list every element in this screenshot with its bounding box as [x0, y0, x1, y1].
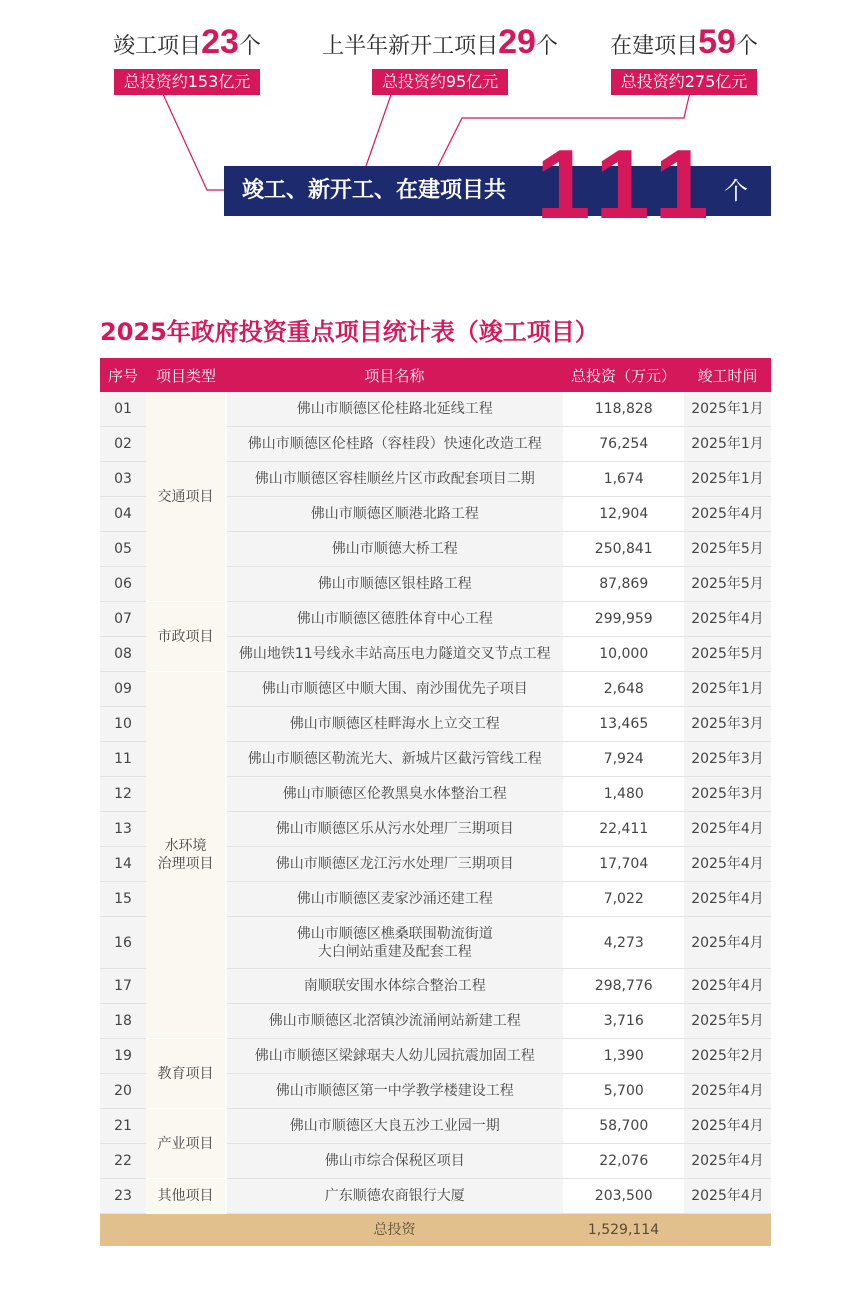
- banner-text: 竣工、新开工、在建项目共: [242, 178, 507, 203]
- stat-prefix: 在建项目: [610, 34, 699, 59]
- completion-date: 2025年4月: [684, 882, 771, 917]
- connector-line-completed: [162, 92, 224, 190]
- project-name: 南顺联安围水体综合整治工程: [226, 969, 563, 1004]
- project-name: 佛山市顺德区麦家沙涌还建工程: [226, 882, 563, 917]
- completion-date: 2025年1月: [684, 427, 771, 462]
- project-investment: 5,700: [563, 1074, 684, 1109]
- project-investment: 7,924: [563, 742, 684, 777]
- total-projects-banner: [224, 129, 771, 239]
- project-type-cell: 水环境 治理项目: [146, 672, 226, 1039]
- project-name: 佛山市顺德区伦桂路（容桂段）快速化改造工程: [226, 427, 563, 462]
- completion-date: 2025年3月: [684, 777, 771, 812]
- stat-suffix: 个: [535, 34, 558, 59]
- stat-number: 23: [201, 23, 239, 61]
- project-name: 佛山市综合保税区项目: [226, 1144, 563, 1179]
- completion-date: 2025年4月: [684, 1074, 771, 1109]
- row-number: 08: [100, 637, 146, 672]
- header-no: 序号: [100, 358, 146, 392]
- project-investment: 22,411: [563, 812, 684, 847]
- row-number: 19: [100, 1039, 146, 1074]
- row-number: 04: [100, 497, 146, 532]
- project-name: 佛山市顺德区伦教黑臭水体整治工程: [226, 777, 563, 812]
- project-investment: 299,959: [563, 602, 684, 637]
- total-value: 1,529,114: [563, 1214, 684, 1247]
- completion-date: 2025年5月: [684, 567, 771, 602]
- project-name: 佛山市顺德区德胜体育中心工程: [226, 602, 563, 637]
- project-investment: 4,273: [563, 917, 684, 969]
- header-type: 项目类型: [146, 358, 226, 392]
- project-name: 广东顺德农商银行大厦: [226, 1179, 563, 1214]
- project-investment: 118,828: [563, 392, 684, 427]
- table-row: [100, 1109, 771, 1144]
- completion-date: 2025年4月: [684, 497, 771, 532]
- table-row: [100, 392, 771, 427]
- project-investment: 1,390: [563, 1039, 684, 1074]
- stat-investment-tag: 总投资约275亿元: [611, 69, 758, 95]
- project-investment: 17,704: [563, 847, 684, 882]
- project-name: 佛山市顺德区顺港北路工程: [226, 497, 563, 532]
- stat-investment-tag: 总投资约95亿元: [372, 69, 508, 95]
- stat-number: 29: [498, 23, 536, 61]
- banner-unit: 个: [724, 177, 748, 205]
- completion-date: 2025年1月: [684, 392, 771, 427]
- table-body: [100, 392, 771, 1247]
- completion-date: 2025年2月: [684, 1039, 771, 1074]
- completion-date: 2025年5月: [684, 532, 771, 567]
- project-type-cell: 市政项目: [146, 602, 226, 672]
- project-type-cell: 交通项目: [146, 392, 226, 602]
- row-number: 16: [100, 917, 146, 969]
- row-number: 11: [100, 742, 146, 777]
- project-name: 佛山市顺德区银桂路工程: [226, 567, 563, 602]
- project-name: 佛山市顺德区北滘镇沙流涌闸站新建工程: [226, 1004, 563, 1039]
- project-investment: 1,480: [563, 777, 684, 812]
- completion-date: 2025年3月: [684, 742, 771, 777]
- table-row: [100, 1179, 771, 1214]
- completion-date: 2025年4月: [684, 969, 771, 1004]
- completion-date: 2025年3月: [684, 707, 771, 742]
- completion-date: 2025年4月: [684, 602, 771, 637]
- table-row: [100, 602, 771, 637]
- connector-line-new: [366, 92, 392, 166]
- project-name: 佛山市顺德区容桂顺丝片区市政配套项目二期: [226, 462, 563, 497]
- project-investment: 87,869: [563, 567, 684, 602]
- stat-investment-tag: 总投资约153亿元: [114, 69, 261, 95]
- completion-date: 2025年5月: [684, 637, 771, 672]
- project-investment: 58,700: [563, 1109, 684, 1144]
- project-name: 佛山市顺德区大良五沙工业园一期: [226, 1109, 563, 1144]
- header-name: 项目名称: [226, 358, 563, 392]
- stat-prefix: 竣工项目: [113, 34, 202, 59]
- row-number: 22: [100, 1144, 146, 1179]
- row-number: 18: [100, 1004, 146, 1039]
- completion-date: 2025年4月: [684, 1109, 771, 1144]
- row-number: 20: [100, 1074, 146, 1109]
- total-spacer-end: [684, 1214, 771, 1247]
- project-investment: 13,465: [563, 707, 684, 742]
- stat-number: 59: [698, 23, 736, 61]
- project-investment: 3,716: [563, 1004, 684, 1039]
- completion-date: 2025年1月: [684, 462, 771, 497]
- row-number: 07: [100, 602, 146, 637]
- project-investment: 203,500: [563, 1179, 684, 1214]
- row-number: 14: [100, 847, 146, 882]
- project-name: 佛山市顺德区乐从污水处理厂三期项目: [226, 812, 563, 847]
- total-label: 总投资: [226, 1214, 563, 1247]
- project-name: 佛山市顺德区中顺大围、南沙围优先子项目: [226, 672, 563, 707]
- completion-date: 2025年4月: [684, 1179, 771, 1214]
- header-date: 竣工时间: [684, 358, 771, 392]
- total-row: [100, 1214, 771, 1247]
- row-number: 02: [100, 427, 146, 462]
- row-number: 06: [100, 567, 146, 602]
- project-investment: 12,904: [563, 497, 684, 532]
- project-investment: 76,254: [563, 427, 684, 462]
- project-name: 佛山地铁11号线永丰站高压电力隧道交叉节点工程: [226, 637, 563, 672]
- project-investment: 1,674: [563, 462, 684, 497]
- completion-date: 2025年4月: [684, 812, 771, 847]
- row-number: 03: [100, 462, 146, 497]
- project-investment: 298,776: [563, 969, 684, 1004]
- project-type-cell: 其他项目: [146, 1179, 226, 1214]
- banner-total: 111: [536, 129, 719, 239]
- project-type-cell: 产业项目: [146, 1109, 226, 1179]
- project-name: 佛山市顺德区伦桂路北延线工程: [226, 392, 563, 427]
- completion-date: 2025年4月: [684, 917, 771, 969]
- project-name: 佛山市顺德区樵桑联围勒流街道 大白闸站重建及配套工程: [226, 917, 563, 969]
- completion-date: 2025年5月: [684, 1004, 771, 1039]
- project-name: 佛山市顺德区龙江污水处理厂三期项目: [226, 847, 563, 882]
- row-number: 05: [100, 532, 146, 567]
- project-investment: 10,000: [563, 637, 684, 672]
- project-name: 佛山市顺德大桥工程: [226, 532, 563, 567]
- total-spacer: [100, 1214, 226, 1247]
- table-title: 2025年政府投资重点项目统计表（竣工项目）: [100, 318, 599, 346]
- project-name: 佛山市顺德区梁銶琚夫人幼儿园抗震加固工程: [226, 1039, 563, 1074]
- project-name: 佛山市顺德区勒流光大、新城片区截污管线工程: [226, 742, 563, 777]
- row-number: 12: [100, 777, 146, 812]
- project-type-cell: 教育项目: [146, 1039, 226, 1109]
- table-header-row: [100, 358, 771, 392]
- row-number: 23: [100, 1179, 146, 1214]
- completion-date: 2025年4月: [684, 1144, 771, 1179]
- project-name: 佛山市顺德区第一中学教学楼建设工程: [226, 1074, 563, 1109]
- completion-date: 2025年4月: [684, 847, 771, 882]
- project-investment: 22,076: [563, 1144, 684, 1179]
- row-number: 21: [100, 1109, 146, 1144]
- completion-date: 2025年1月: [684, 672, 771, 707]
- row-number: 15: [100, 882, 146, 917]
- row-number: 01: [100, 392, 146, 427]
- table-row: [100, 1039, 771, 1074]
- stat-suffix: 个: [238, 34, 261, 59]
- stat-suffix: 个: [735, 34, 758, 59]
- project-investment: 7,022: [563, 882, 684, 917]
- table-row: [100, 672, 771, 707]
- row-number: 09: [100, 672, 146, 707]
- projects-table: [100, 358, 771, 1247]
- project-investment: 2,648: [563, 672, 684, 707]
- row-number: 13: [100, 812, 146, 847]
- row-number: 10: [100, 707, 146, 742]
- project-name: 佛山市顺德区桂畔海水上立交工程: [226, 707, 563, 742]
- header-investment: 总投资（万元）: [563, 358, 684, 392]
- project-investment: 250,841: [563, 532, 684, 567]
- stat-prefix: 上半年新开工项目: [322, 34, 499, 59]
- row-number: 17: [100, 969, 146, 1004]
